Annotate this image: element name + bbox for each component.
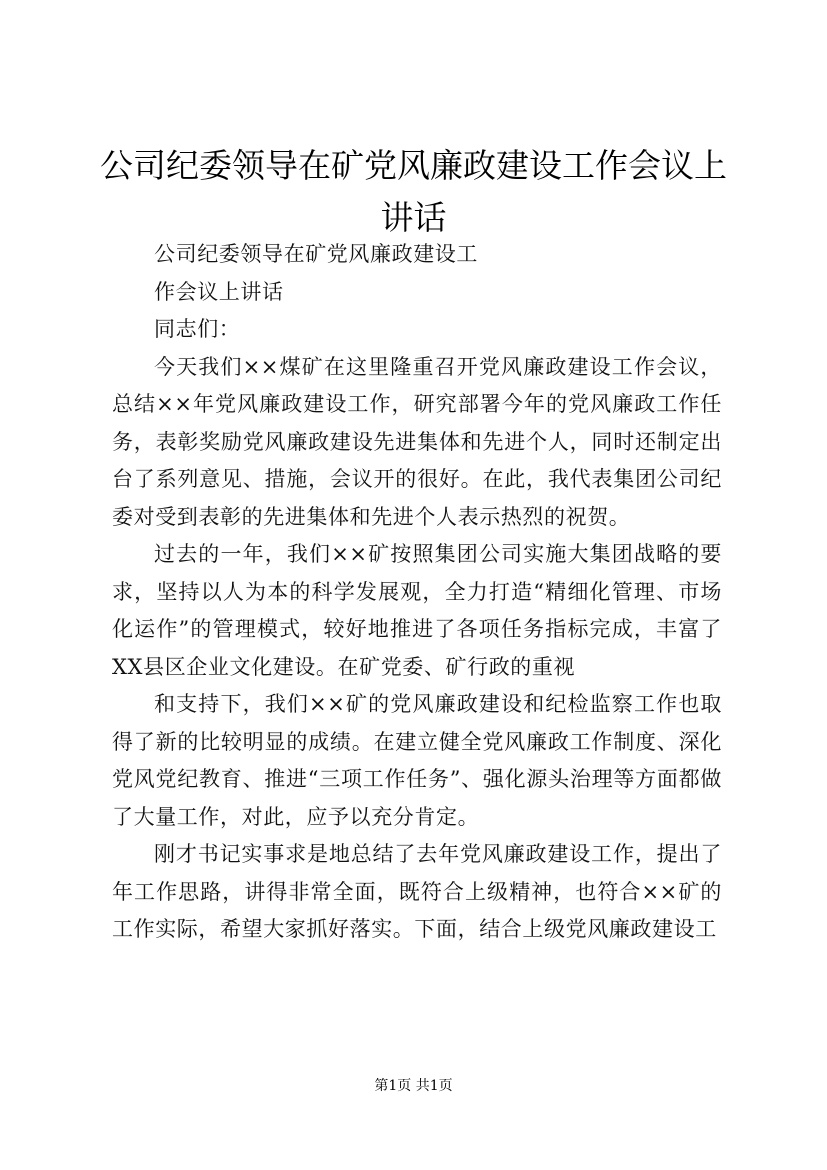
paragraph: 作会议上讲话: [154, 279, 284, 304]
document-body: [112, 236, 722, 949]
document-title: 公司纪委领导在矿党风廉政建设工作会议上讲话: [100, 146, 727, 237]
paragraph: 同志们：: [154, 317, 241, 341]
paragraph: 过去的一年，我们××矿按照集团公司实施大集团战略的要求，坚持以人为本的科学发展观，全力打造“精细化管理、市场化运作”的管理模式，较好地推进了各项任务指标完成，丰富了XX县区企业文化建设。在矿党委、矿行政的重视: [112, 542, 722, 679]
paragraph: 今天我们××煤矿在这里隆重召开党风廉政建设工作会议，总结××年党风廉政建设工作，研究部署今年的党风廉政工作任务，表彰奖励党风廉政建设先进集体和先进个人，同时还制定出台了系列意见、措施，会议开的很好。在此，我代表集团公司纪委对受到表彰的先进集体和先进个人表示热烈的祝贺。: [112, 354, 722, 529]
paragraph: 和支持下，我们××矿的党风廉政建设和纪检监察工作也取得了新的比较明显的成绩。在建立健全党风廉政工作制度、深化党风党纪教育、推进“三项工作任务”、强化源头治理等方面都做了大量工作，对此，应予以充分肯定。: [112, 692, 722, 829]
paragraph: 刚才书记实事求是地总结了去年党风廉政建设工作，提出了年工作思路，讲得非常全面，既符合上级精神，也符合××矿的工作实际，希望大家抓好落实。下面，结合上级党风廉政建设工: [112, 842, 722, 941]
paragraph: 公司纪委领导在矿党风廉政建设工: [154, 242, 478, 266]
page-number-footer: 第1页 共1页: [374, 1078, 453, 1094]
